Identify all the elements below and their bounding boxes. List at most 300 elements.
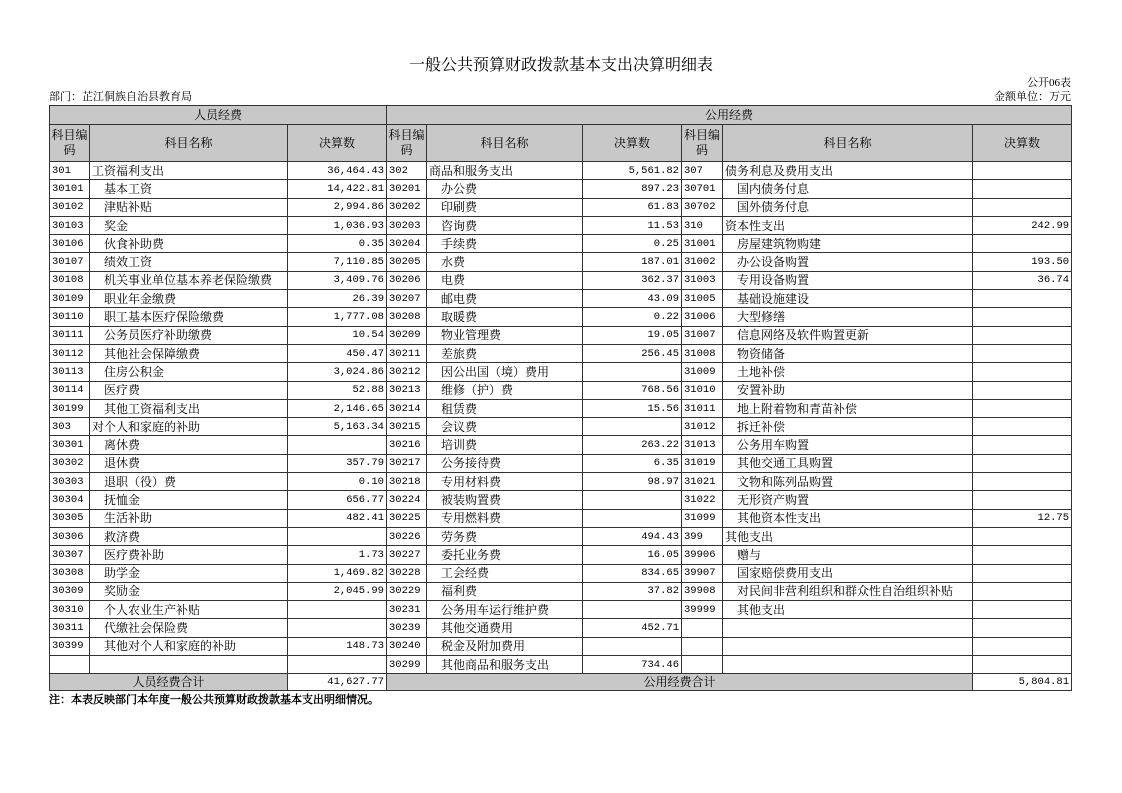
- public-a-name-cell: 其他商品和服务支出: [427, 656, 583, 674]
- public-b-code-cell: 31011: [682, 399, 723, 417]
- public-b-amount-cell: [973, 326, 1072, 344]
- public-b-name-cell: [723, 656, 973, 674]
- public-a-name-cell: 印刷费: [427, 198, 583, 216]
- table-row: [50, 363, 1072, 381]
- table-row: [50, 326, 1072, 344]
- public-b-code-cell: 31006: [682, 308, 723, 326]
- personnel-name-cell: 退职（役）费: [90, 473, 288, 491]
- personnel-code-cell: 30307: [50, 546, 90, 564]
- personnel-code-cell: 30301: [50, 436, 90, 454]
- public-b-name-cell: 文物和陈列品购置: [723, 473, 973, 491]
- personnel-amount-cell: 1,036.93: [288, 216, 387, 234]
- personnel-amount-cell: 357.79: [288, 454, 387, 472]
- public-b-amount-cell: [973, 491, 1072, 509]
- public-b-code-cell: 31007: [682, 326, 723, 344]
- public-a-code-cell: 30202: [387, 198, 427, 216]
- table-row: [50, 235, 1072, 253]
- personnel-name-cell: 公务员医疗补助缴费: [90, 326, 288, 344]
- public-b-code-cell: 31010: [682, 381, 723, 399]
- personnel-name-cell: 个人农业生产补贴: [90, 601, 288, 619]
- personnel-amount-cell: 0.35: [288, 235, 387, 253]
- personnel-amount-cell: 14,422.81: [288, 180, 387, 198]
- personnel-code-cell: 303: [50, 418, 90, 436]
- public-b-name-cell: 其他交通工具购置: [723, 454, 973, 472]
- personnel-amount-cell: 450.47: [288, 344, 387, 362]
- public-total-amount: 5,804.81: [973, 674, 1072, 691]
- table-row: [50, 162, 1072, 180]
- personnel-name-cell: 伙食补助费: [90, 235, 288, 253]
- public-a-code-cell: 30206: [387, 271, 427, 289]
- public-b-amount-cell: [973, 235, 1072, 253]
- public-a-name-cell: 税金及附加费用: [427, 637, 583, 655]
- public-a-code-cell: 30212: [387, 363, 427, 381]
- public-a-code-cell: 30215: [387, 418, 427, 436]
- public-b-amount-cell: [973, 527, 1072, 545]
- table-row: [50, 473, 1072, 491]
- public-b-name-cell: 无形资产购置: [723, 491, 973, 509]
- personnel-amount-cell: 36,464.43: [288, 162, 387, 180]
- public-b-name-cell: 国家赔偿费用支出: [723, 564, 973, 582]
- public-a-amount-cell: 263.22: [583, 436, 682, 454]
- table-row: [50, 491, 1072, 509]
- public-b-code-cell: 310: [682, 216, 723, 234]
- public-b-amount-cell: [973, 344, 1072, 362]
- public-a-amount-cell: 187.01: [583, 253, 682, 271]
- table-row: [50, 454, 1072, 472]
- public-b-amount-cell: [973, 363, 1072, 381]
- public-b-name-cell: 信息网络及软件购置更新: [723, 326, 973, 344]
- public-total-label: 公用经费合计: [387, 674, 973, 691]
- public-b-name-cell: 大型修缮: [723, 308, 973, 326]
- public-a-amount-cell: 16.05: [583, 546, 682, 564]
- personnel-name-cell: 机关事业单位基本养老保险缴费: [90, 271, 288, 289]
- personnel-name-cell: 职业年金缴费: [90, 290, 288, 308]
- public-b-name-cell: 安置补助: [723, 381, 973, 399]
- public-a-amount-cell: [583, 491, 682, 509]
- public-b-amount-cell: [973, 418, 1072, 436]
- public-a-amount-cell: 19.05: [583, 326, 682, 344]
- personnel-code-cell: 30302: [50, 454, 90, 472]
- public-b-code-cell: 39908: [682, 582, 723, 600]
- public-b-name-cell: 其他支出: [723, 601, 973, 619]
- public-a-code-cell: 30204: [387, 235, 427, 253]
- public-b-code-cell: 31021: [682, 473, 723, 491]
- group-header-row: [50, 106, 1072, 125]
- public-a-code-cell: 302: [387, 162, 427, 180]
- personnel-code-cell: 30310: [50, 601, 90, 619]
- personnel-name-cell: 其他对个人和家庭的补助: [90, 637, 288, 655]
- public-a-name-cell: 咨询费: [427, 216, 583, 234]
- personnel-code-cell: 30114: [50, 381, 90, 399]
- public-b-amount-cell: [973, 198, 1072, 216]
- personnel-code-cell: 30113: [50, 363, 90, 381]
- public-a-code-cell: 30227: [387, 546, 427, 564]
- personnel-name-cell: 退休费: [90, 454, 288, 472]
- public-b-name-cell: 其他支出: [723, 527, 973, 545]
- table-row: [50, 180, 1072, 198]
- public-a-name-cell: 会议费: [427, 418, 583, 436]
- table-row: [50, 271, 1072, 289]
- public-b-name-cell: 国外债务付息: [723, 198, 973, 216]
- personnel-code-cell: 30102: [50, 198, 90, 216]
- public-a-code-cell: 30299: [387, 656, 427, 674]
- public-a-name-cell: 劳务费: [427, 527, 583, 545]
- public-a-name-cell: 福利费: [427, 582, 583, 600]
- public-b-code-cell: 30702: [682, 198, 723, 216]
- personnel-code-cell: 30306: [50, 527, 90, 545]
- personnel-name-cell: 代缴社会保险费: [90, 619, 288, 637]
- public-a-code-cell: 30240: [387, 637, 427, 655]
- personnel-amount-cell: 0.10: [288, 473, 387, 491]
- personnel-name-header: 科目名称: [90, 125, 288, 162]
- table-row: [50, 637, 1072, 655]
- table-row: [50, 253, 1072, 271]
- public-b-name-cell: 地上附着物和青苗补偿: [723, 399, 973, 417]
- public-b-name-cell: 资本性支出: [723, 216, 973, 234]
- public-a-code-cell: 30239: [387, 619, 427, 637]
- public-b-code-cell: 31003: [682, 271, 723, 289]
- personnel-amount-cell: 26.39: [288, 290, 387, 308]
- public-b-name-cell: 拆迁补偿: [723, 418, 973, 436]
- personnel-code-cell: 30107: [50, 253, 90, 271]
- public-a-name-cell: 邮电费: [427, 290, 583, 308]
- public-a-amount-cell: 362.37: [583, 271, 682, 289]
- public-b-code-cell: [682, 637, 723, 655]
- public-b-code-cell: 399: [682, 527, 723, 545]
- personnel-name-cell: 其他工资福利支出: [90, 399, 288, 417]
- personnel-amount-cell: 3,409.76: [288, 271, 387, 289]
- table-row: [50, 290, 1072, 308]
- public-b-name-cell: 房屋建筑物购建: [723, 235, 973, 253]
- public-b-amount-cell: [973, 582, 1072, 600]
- public-b-code-cell: [682, 619, 723, 637]
- table-row: [50, 308, 1072, 326]
- personnel-name-cell: 奖金: [90, 216, 288, 234]
- public-a-code-cell: 30211: [387, 344, 427, 362]
- public-a-name-cell: 租赁费: [427, 399, 583, 417]
- personnel-code-cell: 30106: [50, 235, 90, 253]
- personnel-code-cell: 30108: [50, 271, 90, 289]
- public-a-name-cell: 专用燃料费: [427, 509, 583, 527]
- table-row: [50, 198, 1072, 216]
- public-b-name-cell: 赠与: [723, 546, 973, 564]
- table-row: [50, 344, 1072, 362]
- public-a-amount-cell: 11.53: [583, 216, 682, 234]
- public-a-code-cell: 30205: [387, 253, 427, 271]
- public-b-code-cell: 31019: [682, 454, 723, 472]
- personnel-code-cell: 30305: [50, 509, 90, 527]
- public-b-code-cell: 31012: [682, 418, 723, 436]
- personnel-code-cell: 30111: [50, 326, 90, 344]
- table-row: [50, 619, 1072, 637]
- public-a-code-cell: 30218: [387, 473, 427, 491]
- public-b-code-cell: 31001: [682, 235, 723, 253]
- public-a-name-cell: 电费: [427, 271, 583, 289]
- public-b-name-cell: 专用设备购置: [723, 271, 973, 289]
- public-a-code-cell: 30214: [387, 399, 427, 417]
- personnel-amount-cell: [288, 527, 387, 545]
- table-body: [50, 162, 1072, 674]
- table-row: [50, 418, 1072, 436]
- public-b-name-cell: [723, 619, 973, 637]
- personnel-name-cell: 助学金: [90, 564, 288, 582]
- personnel-code-cell: 30103: [50, 216, 90, 234]
- public-a-code-cell: 30217: [387, 454, 427, 472]
- public-a-code-cell: 30229: [387, 582, 427, 600]
- public-b-name-cell: 物资储备: [723, 344, 973, 362]
- personnel-amount-cell: 482.41: [288, 509, 387, 527]
- table-row: [50, 546, 1072, 564]
- personnel-code-cell: 30311: [50, 619, 90, 637]
- public-a-amount-cell: 734.46: [583, 656, 682, 674]
- public-a-amount-cell: 98.97: [583, 473, 682, 491]
- public-a-amount-cell: 452.71: [583, 619, 682, 637]
- public-a-code-cell: 30216: [387, 436, 427, 454]
- total-row: [50, 674, 1072, 691]
- amount-unit-label: 金额单位：万元: [994, 91, 1071, 103]
- personnel-amount-cell: [288, 436, 387, 454]
- column-header-row: [50, 125, 1072, 162]
- personnel-amount-cell: [288, 619, 387, 637]
- public-b-amount-cell: [973, 399, 1072, 417]
- public-b-name-cell: 办公设备购置: [723, 253, 973, 271]
- public-b-code-cell: 39906: [682, 546, 723, 564]
- public-a-name-cell: 物业管理费: [427, 326, 583, 344]
- public-a-name-cell: 差旅费: [427, 344, 583, 362]
- public-a-name-cell: 公务用车运行维护费: [427, 601, 583, 619]
- table-row: [50, 564, 1072, 582]
- personnel-amount-cell: [288, 656, 387, 674]
- personnel-code-cell: 30109: [50, 290, 90, 308]
- public-b-code-cell: 307: [682, 162, 723, 180]
- public-a-amount-cell: 15.56: [583, 399, 682, 417]
- personnel-amount-cell: 656.77: [288, 491, 387, 509]
- public-a-amount-cell: [583, 418, 682, 436]
- public-b-name-cell: [723, 637, 973, 655]
- personnel-name-cell: 基本工资: [90, 180, 288, 198]
- public-b-amount-cell: [973, 601, 1072, 619]
- public-a-name-cell: 办公费: [427, 180, 583, 198]
- public-b-amount-cell: [973, 180, 1072, 198]
- public-b-name-header: 科目名称: [723, 125, 973, 162]
- public-a-amount-cell: [583, 509, 682, 527]
- public-b-code-cell: 31099: [682, 509, 723, 527]
- personnel-name-cell: 生活补助: [90, 509, 288, 527]
- public-a-code-cell: 30207: [387, 290, 427, 308]
- personnel-amount-cell: 3,024.86: [288, 363, 387, 381]
- public-a-amount-cell: [583, 363, 682, 381]
- personnel-name-cell: 其他社会保障缴费: [90, 344, 288, 362]
- public-b-code-cell: [682, 656, 723, 674]
- public-a-amount-cell: 834.65: [583, 564, 682, 582]
- public-a-code-cell: 30203: [387, 216, 427, 234]
- table-row: [50, 601, 1072, 619]
- public-group-header: 公用经费: [387, 106, 1072, 125]
- public-a-amount-cell: 5,561.82: [583, 162, 682, 180]
- personnel-code-cell: 30308: [50, 564, 90, 582]
- public-a-code-cell: 30225: [387, 509, 427, 527]
- public-a-name-cell: 其他交通费用: [427, 619, 583, 637]
- personnel-amount-cell: 2,146.65: [288, 399, 387, 417]
- public-b-amount-header: 决算数: [973, 125, 1072, 162]
- personnel-name-cell: [90, 656, 288, 674]
- personnel-amount-header: 决算数: [288, 125, 387, 162]
- public-b-code-cell: 39907: [682, 564, 723, 582]
- personnel-amount-cell: 5,163.34: [288, 418, 387, 436]
- personnel-code-cell: 30110: [50, 308, 90, 326]
- table-row: [50, 582, 1072, 600]
- personnel-amount-cell: 1.73: [288, 546, 387, 564]
- public-a-code-cell: 30209: [387, 326, 427, 344]
- public-b-code-cell: 31022: [682, 491, 723, 509]
- personnel-amount-cell: 7,110.85: [288, 253, 387, 271]
- public-b-code-cell: 31009: [682, 363, 723, 381]
- public-a-amount-header: 决算数: [583, 125, 682, 162]
- public-b-amount-cell: [973, 290, 1072, 308]
- table-row: [50, 216, 1072, 234]
- public-a-code-cell: 30224: [387, 491, 427, 509]
- personnel-amount-cell: 1,777.08: [288, 308, 387, 326]
- personnel-name-cell: 抚恤金: [90, 491, 288, 509]
- public-a-name-cell: 培训费: [427, 436, 583, 454]
- public-a-name-cell: 手续费: [427, 235, 583, 253]
- public-b-code-cell: 31013: [682, 436, 723, 454]
- public-b-name-cell: 债务利息及费用支出: [723, 162, 973, 180]
- personnel-code-cell: 30303: [50, 473, 90, 491]
- public-a-amount-cell: 768.56: [583, 381, 682, 399]
- personnel-code-cell: 30304: [50, 491, 90, 509]
- personnel-amount-cell: [288, 601, 387, 619]
- public-b-code-cell: 31008: [682, 344, 723, 362]
- personnel-amount-cell: 1,469.82: [288, 564, 387, 582]
- personnel-amount-cell: 2,045.99: [288, 582, 387, 600]
- public-b-amount-cell: [973, 619, 1072, 637]
- public-a-name-cell: 维修（护）费: [427, 381, 583, 399]
- public-b-amount-cell: [973, 381, 1072, 399]
- public-a-amount-cell: [583, 601, 682, 619]
- public-a-name-cell: 专用材料费: [427, 473, 583, 491]
- public-a-code-cell: 30228: [387, 564, 427, 582]
- public-a-amount-cell: 0.25: [583, 235, 682, 253]
- public-b-amount-cell: [973, 637, 1072, 655]
- personnel-code-header: 科目编码: [50, 125, 90, 162]
- public-a-amount-cell: 256.45: [583, 344, 682, 362]
- public-a-amount-cell: 897.23: [583, 180, 682, 198]
- personnel-total-label: 人员经费合计: [50, 674, 288, 691]
- public-b-amount-cell: [973, 473, 1072, 491]
- personnel-name-cell: 救济费: [90, 527, 288, 545]
- public-a-name-header: 科目名称: [427, 125, 583, 162]
- public-b-amount-cell: [973, 162, 1072, 180]
- public-a-amount-cell: 0.22: [583, 308, 682, 326]
- public-a-amount-cell: 43.09: [583, 290, 682, 308]
- personnel-code-cell: 301: [50, 162, 90, 180]
- expenditure-detail-table: [49, 105, 1072, 691]
- personnel-code-cell: 30101: [50, 180, 90, 198]
- footnote: 注：本表反映部门本年度一般公共预算财政拨款基本支出明细情况。: [49, 694, 379, 706]
- personnel-total-amount: 41,627.77: [288, 674, 387, 691]
- personnel-name-cell: 职工基本医疗保险缴费: [90, 308, 288, 326]
- personnel-name-cell: 对个人和家庭的补助: [90, 418, 288, 436]
- personnel-code-cell: 30199: [50, 399, 90, 417]
- public-b-amount-cell: [973, 436, 1072, 454]
- personnel-name-cell: 离休费: [90, 436, 288, 454]
- personnel-amount-cell: 10.54: [288, 326, 387, 344]
- form-number: 公开06表: [1027, 77, 1071, 89]
- public-a-code-header: 科目编码: [387, 125, 427, 162]
- personnel-amount-cell: 2,994.86: [288, 198, 387, 216]
- personnel-group-header: 人员经费: [50, 106, 387, 125]
- department-label: 部门：芷江侗族自治县教育局: [49, 91, 192, 103]
- personnel-name-cell: 医疗费补助: [90, 546, 288, 564]
- public-a-code-cell: 30213: [387, 381, 427, 399]
- personnel-name-cell: 工资福利支出: [90, 162, 288, 180]
- public-a-code-cell: 30201: [387, 180, 427, 198]
- table-row: [50, 527, 1072, 545]
- public-a-amount-cell: 494.43: [583, 527, 682, 545]
- table-row: [50, 399, 1072, 417]
- public-a-name-cell: 公务接待费: [427, 454, 583, 472]
- table-row: [50, 381, 1072, 399]
- public-b-code-header: 科目编码: [682, 125, 723, 162]
- personnel-name-cell: 医疗费: [90, 381, 288, 399]
- report-title: 一般公共预算财政拨款基本支出决算明细表: [408, 57, 713, 74]
- personnel-name-cell: 绩效工资: [90, 253, 288, 271]
- public-b-amount-cell: 12.75: [973, 509, 1072, 527]
- public-a-code-cell: 30208: [387, 308, 427, 326]
- public-b-code-cell: 31002: [682, 253, 723, 271]
- public-b-amount-cell: 36.74: [973, 271, 1072, 289]
- table-row: [50, 509, 1072, 527]
- public-a-amount-cell: 61.83: [583, 198, 682, 216]
- personnel-amount-cell: 148.73: [288, 637, 387, 655]
- table-row: [50, 436, 1072, 454]
- public-b-amount-cell: [973, 308, 1072, 326]
- public-b-amount-cell: [973, 564, 1072, 582]
- public-a-name-cell: 工会经费: [427, 564, 583, 582]
- personnel-amount-cell: 52.88: [288, 381, 387, 399]
- public-a-amount-cell: 6.35: [583, 454, 682, 472]
- public-b-name-cell: 公务用车购置: [723, 436, 973, 454]
- public-b-amount-cell: 242.99: [973, 216, 1072, 234]
- public-a-name-cell: 水费: [427, 253, 583, 271]
- public-b-code-cell: 39999: [682, 601, 723, 619]
- personnel-code-cell: [50, 656, 90, 674]
- public-b-amount-cell: [973, 454, 1072, 472]
- public-b-code-cell: 30701: [682, 180, 723, 198]
- personnel-code-cell: 30399: [50, 637, 90, 655]
- public-b-name-cell: 基础设施建设: [723, 290, 973, 308]
- public-b-name-cell: 对民间非营利组织和群众性自治组织补贴: [723, 582, 973, 600]
- public-a-name-cell: 因公出国（境）费用: [427, 363, 583, 381]
- public-a-name-cell: 商品和服务支出: [427, 162, 583, 180]
- public-b-amount-cell: [973, 656, 1072, 674]
- public-a-code-cell: 30226: [387, 527, 427, 545]
- public-b-amount-cell: [973, 546, 1072, 564]
- public-b-code-cell: 31005: [682, 290, 723, 308]
- personnel-name-cell: 住房公积金: [90, 363, 288, 381]
- public-a-amount-cell: 37.82: [583, 582, 682, 600]
- public-a-code-cell: 30231: [387, 601, 427, 619]
- personnel-code-cell: 30309: [50, 582, 90, 600]
- public-a-name-cell: 取暖费: [427, 308, 583, 326]
- public-a-name-cell: 被装购置费: [427, 491, 583, 509]
- table-row: [50, 656, 1072, 674]
- public-b-name-cell: 其他资本性支出: [723, 509, 973, 527]
- public-a-name-cell: 委托业务费: [427, 546, 583, 564]
- public-b-name-cell: 土地补偿: [723, 363, 973, 381]
- public-b-name-cell: 国内债务付息: [723, 180, 973, 198]
